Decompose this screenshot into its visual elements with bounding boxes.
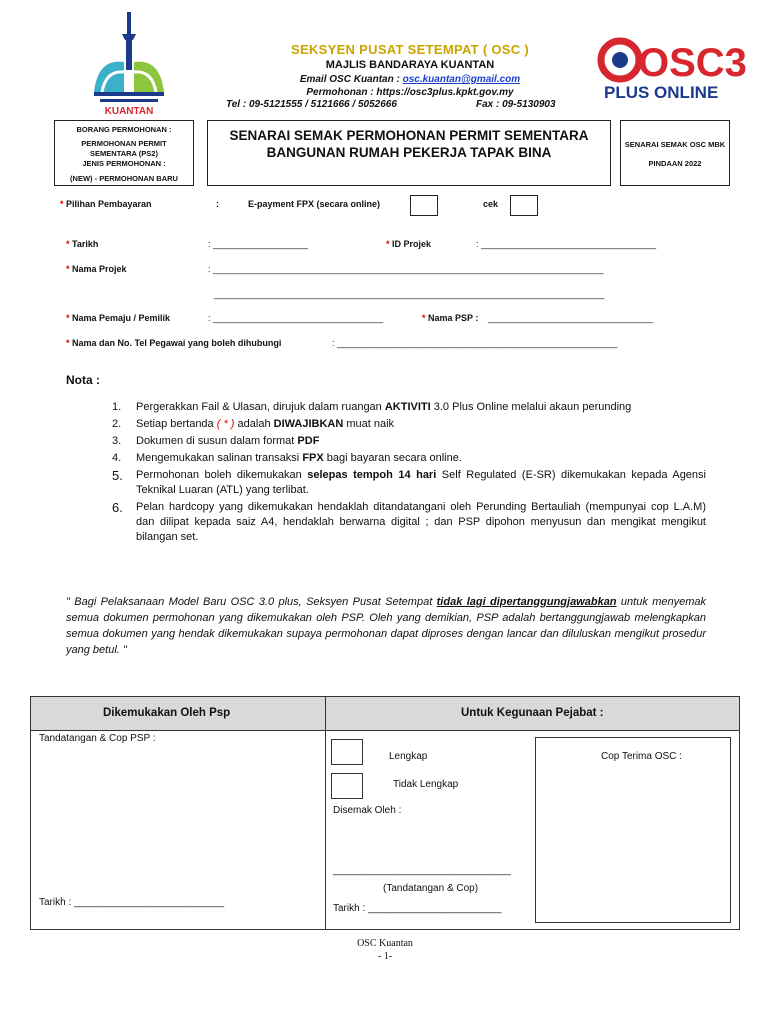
signature-line[interactable]: ________________________________ [333,865,511,876]
cop-terima-box [535,737,731,923]
cek-checkbox[interactable] [510,195,538,216]
psp-field[interactable]: _________________________________ [488,313,654,323]
osc3-logo-sub: PLUS ONLINE [604,83,719,102]
epayment-checkbox[interactable] [410,195,438,216]
tidak-lengkap-label: Tidak Lengkap [393,779,459,790]
tarikh-field[interactable]: : ___________________ [208,239,309,249]
namaprojek-label: * Nama Projek [66,264,127,274]
pegawai-label: * Nama dan No. Tel Pegawai yang boleh dihubungi [66,338,282,348]
list-item: 3. Dokumen di susun dalam format PDF [112,435,320,447]
checklist-ref-box [620,120,730,186]
jenis-value: (NEW) - PERMOHONAN BARU [70,174,178,183]
amendment-year: PINDAAN 2022 [648,159,702,168]
tarikh-label: * Tarikh [66,239,99,249]
list-item: 2. Setiap bertanda ( * ) adalah DIWAJIBKAN muat naik [112,418,395,430]
list-item: 1. Pergerakkan Fail & Ulasan, dirujuk dalam ruangan AKTIVITI 3.0 Plus Online melalui akaun perunding [112,401,632,413]
namaprojek-field-line2[interactable]: ______________________________________________________________________________ [214,289,605,299]
tarikh-left-field[interactable]: Tarikh : ___________________________ [39,897,225,908]
mbk-logo-icon [88,8,170,116]
email-label: Email OSC Kuantan : [299,74,403,85]
nota-list [112,400,706,547]
footer-office: OSC Kuantan [357,938,413,949]
borang-value: PERMOHONAN PERMIT SEMENTARA (PS2) [81,139,167,158]
telephone: Tel : 09-5121555 / 5121666 / 5052666 [226,99,397,110]
table-divider [325,697,326,929]
cek-label: cek [483,199,499,209]
psp-label: * Nama PSP : [422,313,479,323]
list-item: 6. Pelan hardcopy yang dikemukakan hendaklah ditandatangani oleh Perunding Bertauliah (mempunyai cop L.A.M) dan dilipat kepada saiz A4, hendaklah berwarna digital ; dan PSP dipohon menyusun dan mengikat mengikut bilangan set. [112,500,706,543]
pegawai-field[interactable]: : ________________________________________________________ [332,338,618,348]
idprojek-field[interactable]: : ___________________________________ [476,239,657,249]
disemak-label: Disemak Oleh : [333,805,402,816]
tandatangan-cop-label: (Tandatangan & Cop) [383,883,479,894]
lengkap-checkbox[interactable] [331,739,363,765]
lengkap-label: Lengkap [389,751,428,762]
head-office-use: Untuk Kegunaan Pejabat : [461,707,604,719]
idprojek-label: * ID Projek [386,239,432,249]
nota-title: Nota : [66,373,100,387]
page-number: - 1- [377,951,393,962]
office-title: SEKSYEN PUSAT SETEMPAT ( OSC ) [291,42,529,57]
list-item: 4. Mengemukakan salinan transaksi FPX bagi bayaran secara online. [112,452,462,464]
mbk-logo [88,8,170,116]
borang-label: BORANG PERMOHONAN : [76,125,172,134]
document-title: SENARAI SEMAK PERMOHONAN PERMIT SEMENTARA BANGUNAN RUMAH PEKERJA TAPAK BINA [207,120,611,186]
pemaju-field[interactable]: : __________________________________ [208,313,384,323]
head-submitted-by: Dikemukakan Oleh Psp [103,707,231,719]
permohonan-url: Permohonan : https://osc3plus.kpkt.gov.my [306,87,514,98]
email-line [230,74,590,85]
jenis-label: JENIS PERMOHONAN : [82,159,166,168]
osc3-plus-online-logo-icon [598,36,747,102]
checklist-ref: SENARAI SEMAK OSC MBK [624,140,726,149]
mbk-logo-text: KUANTAN [104,106,154,117]
council-name: MAJLIS BANDARAYA KUANTAN [325,59,495,71]
submission-table [30,696,740,930]
email-link[interactable]: osc.kuantan@gmail.com [402,74,521,85]
signature-label: Tandatangan & Cop PSP : [39,733,156,744]
osc3-logo-text: OSC3 [638,41,747,85]
form-info-box [54,120,194,186]
pembayaran-label: * Pilihan Pembayaran [60,199,152,209]
fax: Fax : 09-5130903 [476,99,556,110]
tarikh-right-field[interactable]: Tarikh : ________________________ [333,903,502,914]
osc3-logo [598,36,747,102]
pemaju-label: * Nama Pemaju / Pemilik [66,313,171,323]
list-item: 5. Permohonan boleh dikemukakan selepas tempoh 14 hari Self Regulated (E-SR) dikemukakan kepada Agensi Teknikal Luaran (ATL) yang terlibat. [112,468,706,496]
namaprojek-field[interactable]: : ______________________________________________________________________________ [208,264,604,274]
cop-terima-label: Cop Terima OSC : [601,751,682,762]
tidak-lengkap-checkbox[interactable] [331,773,363,799]
pembayaran-colon: : [216,199,219,209]
disclaimer-quote: " Bagi Pelaksanaan Model Baru OSC 3.0 plus, Seksyen Pusat Setempat tidak lagi dipertanggungjawabkan untuk menyemak semua dokumen permohonan yang dikemukakan oleh PSP. Oleh yang demikian, PSP adalah bertanggungjawab melengkapkan semua dokumen yang hendak dikemukakan supaya permohonan dapat diproses dengan lancar dan diluluskan mengikut prosedur yang betul. " [66,596,706,656]
epayment-label: E-payment FPX (secara online) [248,199,381,209]
